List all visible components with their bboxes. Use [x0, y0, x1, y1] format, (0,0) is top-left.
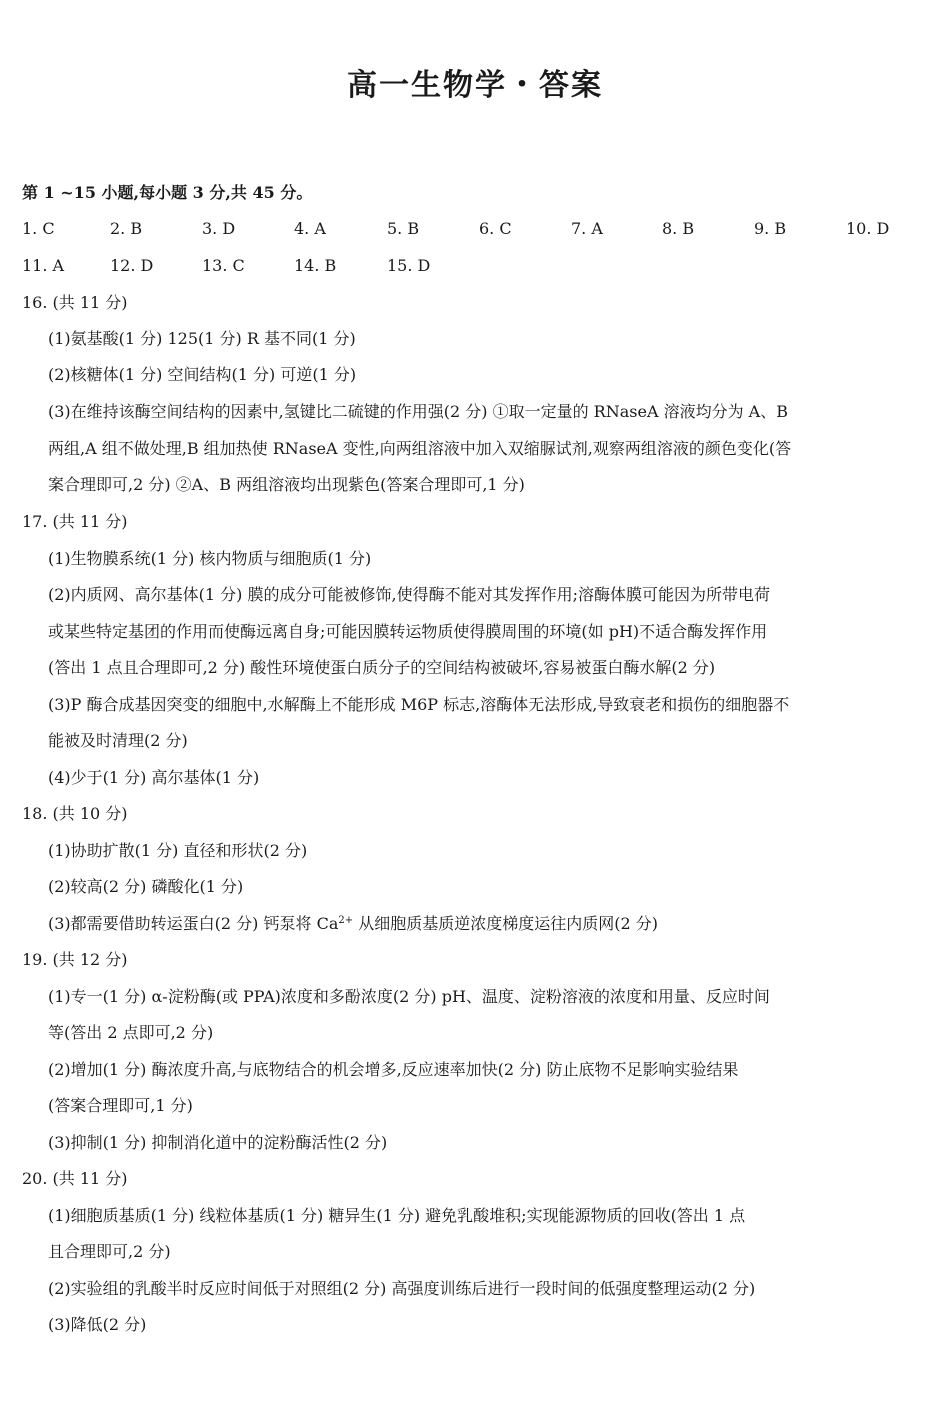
q16-line: (3)在维持该酶空间结构的因素中,氢键比二硫键的作用强(2 分) ①取一定量的 RNaseA 溶液均分为 A、B: [48, 402, 788, 421]
q18-line: [48, 913, 658, 935]
q16-line: (1)氨基酸(1 分) 125(1 分) R 基不同(1 分): [48, 329, 356, 348]
mc-answer: 6. C: [479, 219, 512, 238]
mc-answer: 7. A: [571, 219, 603, 238]
mc-answer: 1. C: [22, 219, 55, 238]
mc-answer: 10. D: [846, 219, 890, 238]
section-header: 第 1 ~15 小题,每小题 3 分,共 45 分。: [22, 183, 313, 202]
q20-line: (2)实验组的乳酸半时反应时间低于对照组(2 分) 高强度训练后进行一段时间的低强度整理运动(2 分): [48, 1279, 756, 1298]
mc-answer: 9. B: [754, 219, 787, 238]
q16-line: 两组,A 组不做处理,B 组加热使 RNaseA 变性,向两组溶液中加入双缩脲试剂,观察两组溶液的颜色变化(答: [48, 439, 792, 458]
mc-answer: 2. B: [110, 219, 143, 238]
q19-line: (2)增加(1 分) 酶浓度升高,与底物结合的机会增多,反应速率加快(2 分) 防止底物不足影响实验结果: [48, 1060, 739, 1079]
mc-answer: 11. A: [22, 256, 65, 275]
mc-answer: 4. A: [294, 219, 326, 238]
q17-line: 或某些特定基团的作用而使酶远离自身;可能因膜转运物质使得膜周围的环境(如 pH)不适合酶发挥作用: [48, 622, 768, 641]
calcium-charge: 2+: [338, 915, 354, 926]
q19-line: (答案合理即可,1 分): [48, 1096, 193, 1115]
mc-answer: 3. D: [202, 219, 236, 238]
q17-line: 能被及时清理(2 分): [48, 731, 188, 750]
q17-line: (3)P 酶合成基因突变的细胞中,水解酶上不能形成 M6P 标志,溶酶体无法形成,导致衰老和损伤的细胞器不: [48, 695, 790, 714]
q16-line: (2)核糖体(1 分) 空间结构(1 分) 可逆(1 分): [48, 365, 357, 384]
q18-heading: 18. (共 10 分): [22, 804, 128, 823]
q20-line: 且合理即可,2 分): [48, 1242, 171, 1261]
q19-line: (3)抑制(1 分) 抑制消化道中的淀粉酶活性(2 分): [48, 1133, 388, 1152]
q16-heading: 16. (共 11 分): [22, 293, 128, 312]
q17-heading: 17. (共 11 分): [22, 512, 128, 531]
q20-line: (1)细胞质基质(1 分) 线粒体基质(1 分) 糖异生(1 分) 避免乳酸堆积;实现能源物质的回收(答出 1 点: [48, 1206, 746, 1225]
page-title: 高一生物学・答案: [347, 68, 603, 103]
q18-text: 从细胞质基质逆浓度梯度运往内质网(2 分): [353, 914, 658, 933]
q17-line: (1)生物膜系统(1 分) 核内物质与细胞质(1 分): [48, 549, 372, 568]
mc-answer: 5. B: [387, 219, 420, 238]
mc-answer: 13. C: [202, 256, 245, 275]
q19-heading: 19. (共 12 分): [22, 950, 128, 969]
q19-line: 等(答出 2 点即可,2 分): [48, 1023, 214, 1042]
q17-line: (4)少于(1 分) 高尔基体(1 分): [48, 768, 260, 787]
mc-answer: 8. B: [662, 219, 695, 238]
q18-text: (3)都需要借助转运蛋白(2 分) 钙泵将 Ca: [48, 914, 339, 933]
q20-heading: 20. (共 11 分): [22, 1169, 128, 1188]
q17-line: (2)内质网、高尔基体(1 分) 膜的成分可能被修饰,使得酶不能对其发挥作用;溶酶体膜可能因为所带电荷: [48, 585, 770, 604]
mc-answer: 14. B: [294, 256, 337, 275]
q18-line: (1)协助扩散(1 分) 直径和形状(2 分): [48, 841, 308, 860]
q17-line: (答出 1 点且合理即可,2 分) 酸性环境使蛋白质分子的空间结构被破坏,容易被蛋白酶水解(2 分): [48, 658, 716, 677]
q16-line: 案合理即可,2 分) ②A、B 两组溶液均出现紫色(答案合理即可,1 分): [48, 475, 525, 494]
mc-answer: 12. D: [110, 256, 154, 275]
mc-answer: 15. D: [387, 256, 431, 275]
q18-line: (2)较高(2 分) 磷酸化(1 分): [48, 877, 244, 896]
q20-line: (3)降低(2 分): [48, 1315, 147, 1334]
q19-line: (1)专一(1 分) α-淀粉酶(或 PPA)浓度和多酚浓度(2 分) pH、温度、淀粉溶液的浓度和用量、反应时间: [48, 987, 770, 1006]
